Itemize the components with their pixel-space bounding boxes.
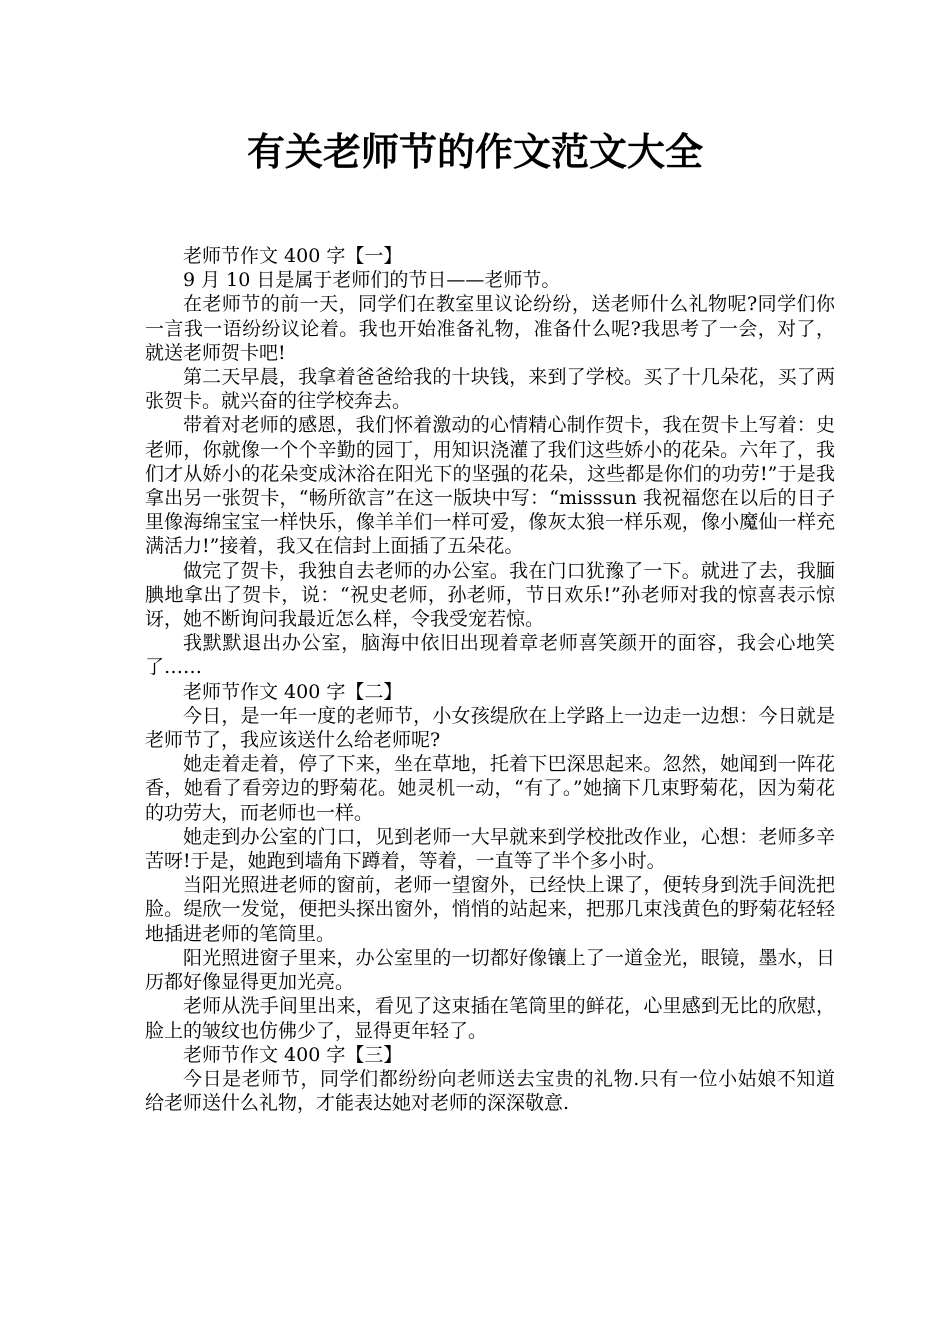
paragraph: 今日，是一年一度的老师节，小女孩缇欣在上学路上一边走一边想：今日就是老师节了，我应该送什么给老师呢? xyxy=(145,704,835,752)
paragraph: 她走着走着，停了下来，坐在草地，托着下巴深思起来。忽然，她闻到一阵花香，她看了看旁边的野菊花。她灵机一动，“有了。”她摘下几束野菊花，因为菊花的功劳大，而老师也一样。 xyxy=(145,753,835,824)
paragraph: 当阳光照进老师的窗前，老师一望窗外，已经快上课了，便转身到洗手间洗把脸。缇欣一发觉，便把头探出窗外，悄悄的站起来，把那几束浅黄色的野菊花轻轻地插进老师的笔筒里。 xyxy=(145,874,835,945)
paragraph: 第二天早晨，我拿着爸爸给我的十块钱，来到了学校。买了十几朵花，买了两张贺卡。就兴奋的往学校奔去。 xyxy=(145,366,835,413)
paragraph: 她走到办公室的门口，见到老师一大早就来到学校批改作业，心想：老师多辛苦呀!于是，她跑到墙角下蹲着，等着，一直等了半个多小时。 xyxy=(145,825,835,873)
paragraph: 今日是老师节，同学们都纷纷向老师送去宝贵的礼物.只有一位小姑娘不知道给老师送什么礼物，才能表达她对老师的深深敬意. xyxy=(145,1067,835,1115)
paragraph: 带着对老师的感恩，我们怀着激动的心情精心制作贺卡，我在贺卡上写着：史老师，你就像一个个辛勤的园丁，用知识浇灌了我们这些娇小的花朵。六年了，我们才从娇小的花朵变成沐浴在阳光下的坚强的花朵，这些都是你们的功劳!”于是我拿出另一张贺卡，“畅所欲言”在这一版块中写：“misssun 我祝福您在以后的日子里像海绵宝宝一样快乐，像羊羊们一样可爱，像灰太狼一样乐观，像小魔仙一样充满活力!”接着，我又在信封上面插了五朵花。 xyxy=(145,414,835,558)
section-heading-1: 老师节作文 400 字【一】 xyxy=(183,245,403,267)
paragraph: 9 月 10 日是属于老师们的节日——老师节。 xyxy=(183,269,561,292)
document-title: 有关老师节的作文范文大全 xyxy=(246,130,703,174)
paragraph: 在老师节的前一天，同学们在教室里议论纷纷，送老师什么礼物呢?同学们你一言我一语纷纷议论着。我也开始准备礼物，准备什么呢?我思考了一会，对了，就送老师贺卡吧! xyxy=(145,293,835,364)
document-body xyxy=(145,244,835,1115)
section-heading-2: 老师节作文 400 字【二】 xyxy=(183,680,403,703)
paragraph: 老师从洗手间里出来，看见了这束插在笔筒里的鲜花，心里感到无比的欣慰，脸上的皱纹也仿佛少了，显得更年轻了。 xyxy=(145,995,835,1042)
paragraph: 我默默退出办公室，脑海中依旧出现着章老师喜笑颜开的面容，我会心地笑了…… xyxy=(145,632,835,679)
paragraph: 阳光照进窗子里来，办公室里的一切都好像镶上了一道金光，眼镜，墨水，日历都好像显得更加光亮。 xyxy=(145,946,835,994)
section-heading-3: 老师节作文 400 字【三】 xyxy=(183,1043,403,1066)
paragraph: 做完了贺卡，我独自去老师的办公室。我在门口犹豫了一下。就进了去，我腼腆地拿出了贺卡，说：“祝史老师，孙老师，节日欢乐!”孙老师对我的惊喜表示惊讶，她不断询问我最近怎么样，令我受宠若惊。 xyxy=(145,559,835,631)
